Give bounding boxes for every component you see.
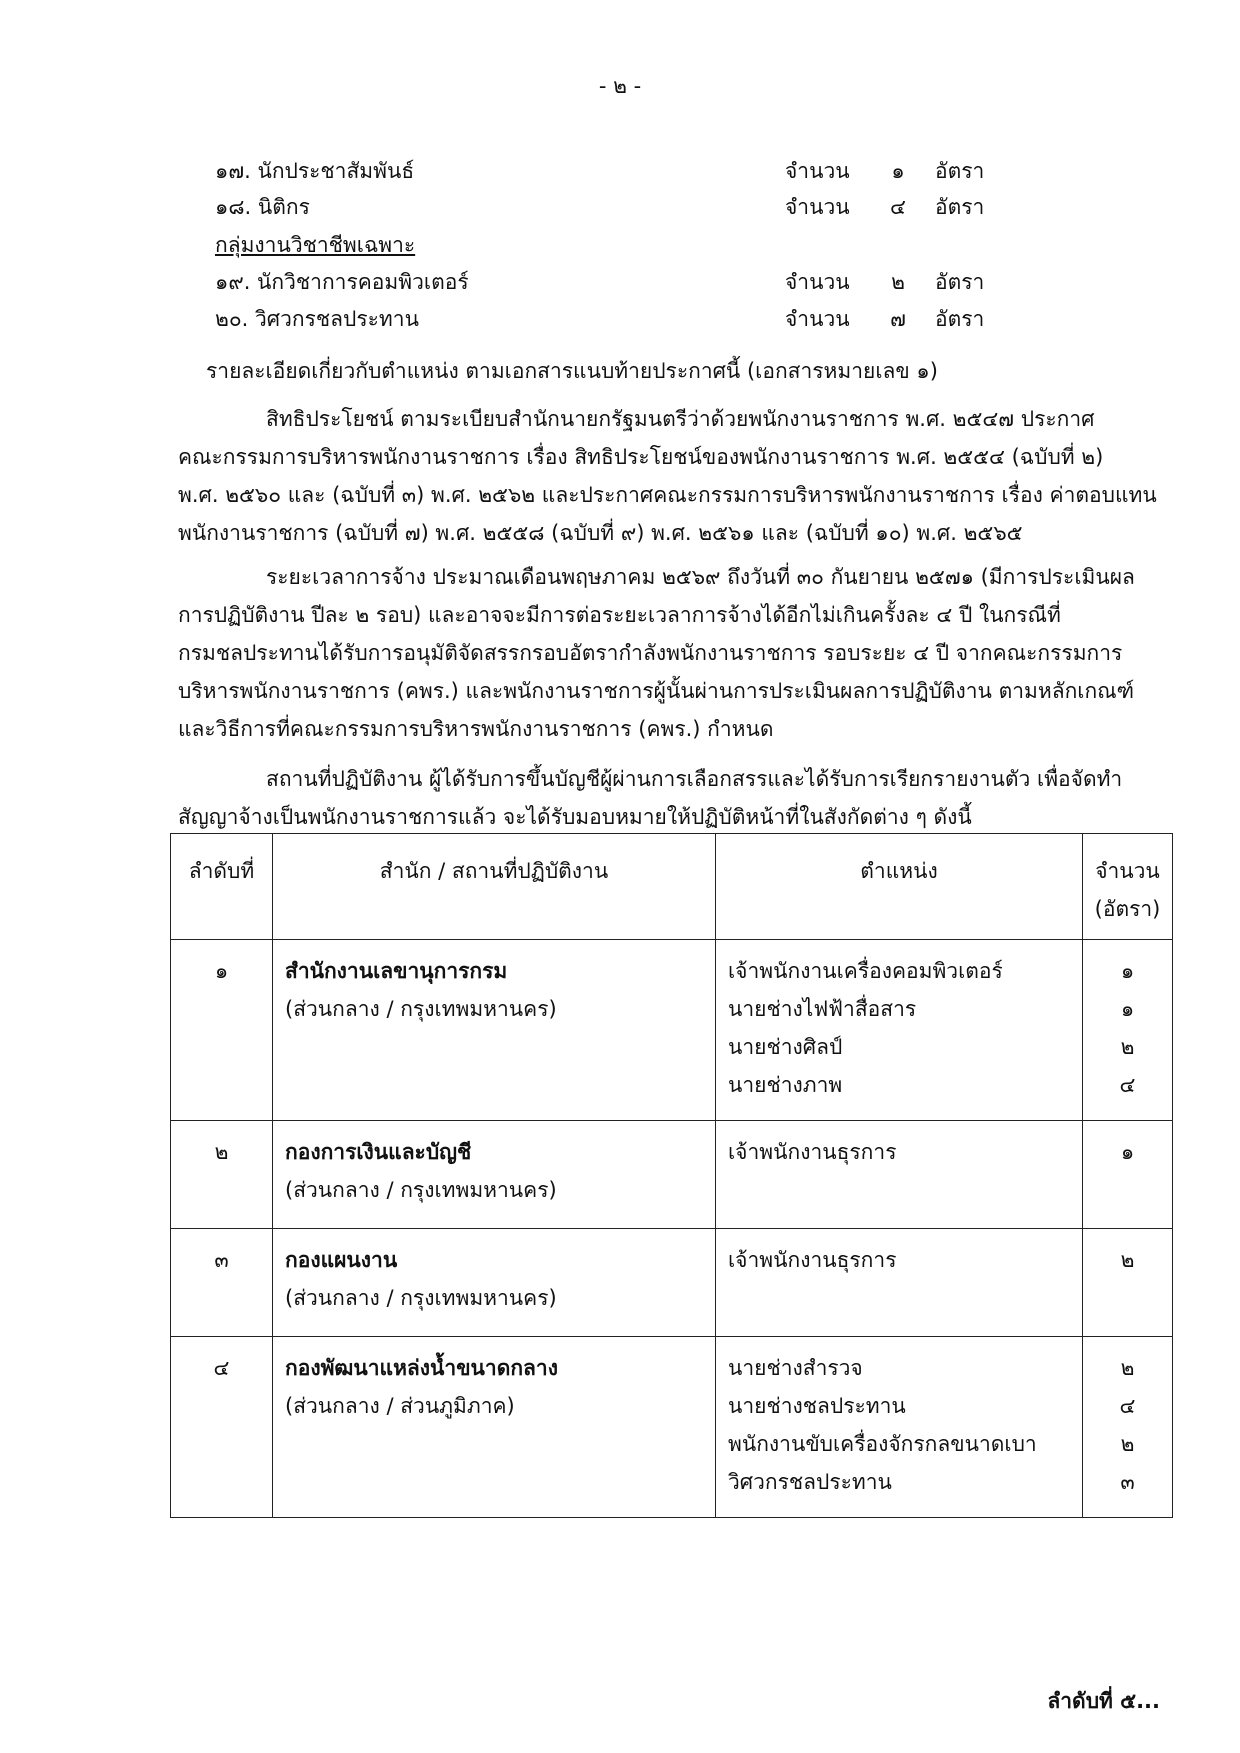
position-17-unit: อัตรา [935, 159, 985, 183]
position-18-label: ๑๘. นิติกร [215, 195, 310, 219]
row-seq: ๓ [171, 1229, 273, 1337]
position-count: ๓ [1120, 1470, 1135, 1494]
period-line: ระยะเวลาการจ้าง ประมาณเดือนพฤษภาคม ๒๕๖๙ ถึงวันที่ ๓๐ กันยายน ๒๕๗๑ (มีการประเมินผล [266, 565, 1135, 589]
position-20-count-word: จำนวน [785, 307, 850, 331]
details-note: รายละเอียดเกี่ยวกับตำแหน่ง ตามเอกสารแนบท้ายประกาศนี้ (เอกสารหมายเลข ๑) [206, 359, 938, 383]
position-19-unit: อัตรา [935, 270, 985, 294]
benefits-line: สิทธิประโยชน์ ตามระเบียบสำนักนายกรัฐมนตรีว่าด้วยพนักงานราชการ พ.ศ. ๒๕๔๗ ประกาศ [266, 407, 1095, 431]
position-count: ๑ [1120, 959, 1135, 983]
position-17-count: ๑ [891, 159, 905, 183]
table-header-row [171, 834, 1173, 940]
header-qty-line2: (อัตรา) [1094, 897, 1161, 921]
header-qty-line1: จำนวน [1095, 859, 1160, 883]
position-18-unit: อัตรา [935, 195, 985, 219]
header-seq: ลำดับที่ [171, 834, 273, 940]
header-qty [1083, 834, 1173, 940]
period-line: กรมชลประทานได้รับการอนุมัติจัดสรรกรอบอัตรากำลังพนักงานราชการ รอบระยะ ๔ ปี จากคณะกรรมการ [178, 641, 1123, 665]
row-office [273, 1337, 716, 1518]
position-title: เจ้าพนักงานธุรการ [728, 1140, 897, 1164]
office-name: กองพัฒนาแหล่งน้ำขนาดกลาง [285, 1356, 558, 1380]
header-office: สำนัก / สถานที่ปฏิบัติงาน [273, 834, 716, 940]
table-row [171, 940, 1173, 1121]
period-line: บริหารพนักงานราชการ (คพร.) และพนักงานราชการผู้นั้นผ่านการประเมินผลการปฏิบัติงาน ตามหลักเกณฑ์ [178, 679, 1135, 703]
workplace-line: สถานที่ปฏิบัติงาน ผู้ได้รับการขึ้นบัญชีผู้ผ่านการเลือกสรรและได้รับการเรียกรายงานตัว เพื่อจัดทำ [266, 767, 1123, 791]
period-line: และวิธีการที่คณะกรรมการบริหารพนักงานราชการ (คพร.) กำหนด [178, 717, 774, 741]
position-17-label: ๑๗. นักประชาสัมพันธ์ [215, 159, 415, 183]
office-location: (ส่วนกลาง / ส่วนภูมิภาค) [285, 1394, 515, 1418]
period-line: การปฏิบัติงาน ปีละ ๒ รอบ) และอาจจะมีการต่อระยะเวลาการจ้างได้อีกไม่เกินครั้งละ ๔ ปี ในกรณีที่ [178, 603, 1061, 627]
position-count: ๒ [1120, 1035, 1135, 1059]
office-location: (ส่วนกลาง / กรุงเทพมหานคร) [285, 997, 557, 1021]
position-title: นายช่างภาพ [728, 1073, 843, 1097]
period-paragraph [178, 558, 1135, 748]
header-position: ตำแหน่ง [716, 834, 1083, 940]
position-count: ๔ [1119, 1394, 1136, 1418]
position-title: วิศวกรชลประทาน [728, 1470, 892, 1494]
benefits-line: พนักงานราชการ (ฉบับที่ ๗) พ.ศ. ๒๕๕๘ (ฉบับที่ ๙) พ.ศ. ๒๕๖๑ และ (ฉบับที่ ๑๐) พ.ศ. ๒๕๖๕ [178, 521, 1023, 545]
row-positions [716, 1229, 1083, 1337]
table-row [171, 1337, 1173, 1518]
benefits-line: พ.ศ. ๒๕๖๐ และ (ฉบับที่ ๓) พ.ศ. ๒๕๖๒ และประกาศคณะกรรมการบริหารพนักงานราชการ เรื่อง ค่าตอบแทน [178, 483, 1157, 507]
row-positions [716, 1121, 1083, 1229]
position-19-count-word: จำนวน [785, 270, 850, 294]
row-counts [1083, 1121, 1173, 1229]
office-name: กองการเงินและบัญชี [285, 1140, 472, 1164]
position-title: เจ้าพนักงานเครื่องคอมพิวเตอร์ [728, 959, 1003, 983]
table-row [171, 1121, 1173, 1229]
row-counts [1083, 1229, 1173, 1337]
page-number: - ๒ - [598, 74, 642, 98]
row-office [273, 1121, 716, 1229]
continuation-note: ลำดับที่ ๕... [1047, 1689, 1160, 1713]
position-20-label: ๒๐. วิศวกรชลประทาน [215, 307, 419, 331]
position-19-label: ๑๙. นักวิชาการคอมพิวเตอร์ [215, 270, 469, 294]
row-office [273, 940, 716, 1121]
position-title: นายช่างศิลป์ [728, 1035, 843, 1059]
position-title: เจ้าพนักงานธุรการ [728, 1248, 897, 1272]
position-title: นายช่างชลประทาน [728, 1394, 906, 1418]
position-18-count-word: จำนวน [785, 195, 850, 219]
position-count: ๔ [1119, 1073, 1136, 1097]
table-row [171, 1229, 1173, 1337]
row-positions [716, 940, 1083, 1121]
row-office [273, 1229, 716, 1337]
row-seq: ๑ [171, 940, 273, 1121]
position-18-count: ๔ [890, 195, 906, 219]
row-counts [1083, 1337, 1173, 1518]
position-count: ๑ [1120, 997, 1135, 1021]
row-seq: ๔ [171, 1337, 273, 1518]
benefits-paragraph [178, 400, 1157, 552]
position-title: นายช่างไฟฟ้าสื่อสาร [728, 997, 917, 1021]
benefits-line: คณะกรรมการบริหารพนักงานราชการ เรื่อง สิทธิประโยชน์ของพนักงานราชการ พ.ศ. ๒๕๕๔ (ฉบับที่ ๒) [178, 445, 1104, 469]
position-count: ๑ [1120, 1140, 1135, 1164]
group-heading: กลุ่มงานวิชาชีพเฉพาะ [215, 233, 416, 257]
office-name: สำนักงานเลขานุการกรม [285, 959, 508, 983]
position-19-count: ๒ [891, 270, 905, 294]
row-positions [716, 1337, 1083, 1518]
position-title: พนักงานขับเครื่องจักรกลขนาดเบา [728, 1432, 1037, 1456]
row-seq: ๒ [171, 1121, 273, 1229]
workplace-table [170, 833, 1173, 1518]
position-20-count: ๗ [890, 307, 906, 331]
office-name: กองแผนงาน [285, 1248, 398, 1272]
position-count: ๒ [1120, 1432, 1135, 1456]
workplace-paragraph [178, 760, 1126, 836]
position-count: ๒ [1120, 1248, 1135, 1272]
position-count: ๒ [1120, 1356, 1135, 1380]
workplace-line: สัญญาจ้างเป็นพนักงานราชการแล้ว จะได้รับมอบหมายให้ปฏิบัติหน้าที่ในสังกัดต่าง ๆ ดังนี้ [178, 805, 972, 829]
position-title: นายช่างสำรวจ [728, 1356, 863, 1380]
row-counts [1083, 940, 1173, 1121]
office-location: (ส่วนกลาง / กรุงเทพมหานคร) [285, 1286, 557, 1310]
position-20-unit: อัตรา [935, 307, 985, 331]
office-location: (ส่วนกลาง / กรุงเทพมหานคร) [285, 1178, 557, 1202]
position-17-count-word: จำนวน [785, 159, 850, 183]
